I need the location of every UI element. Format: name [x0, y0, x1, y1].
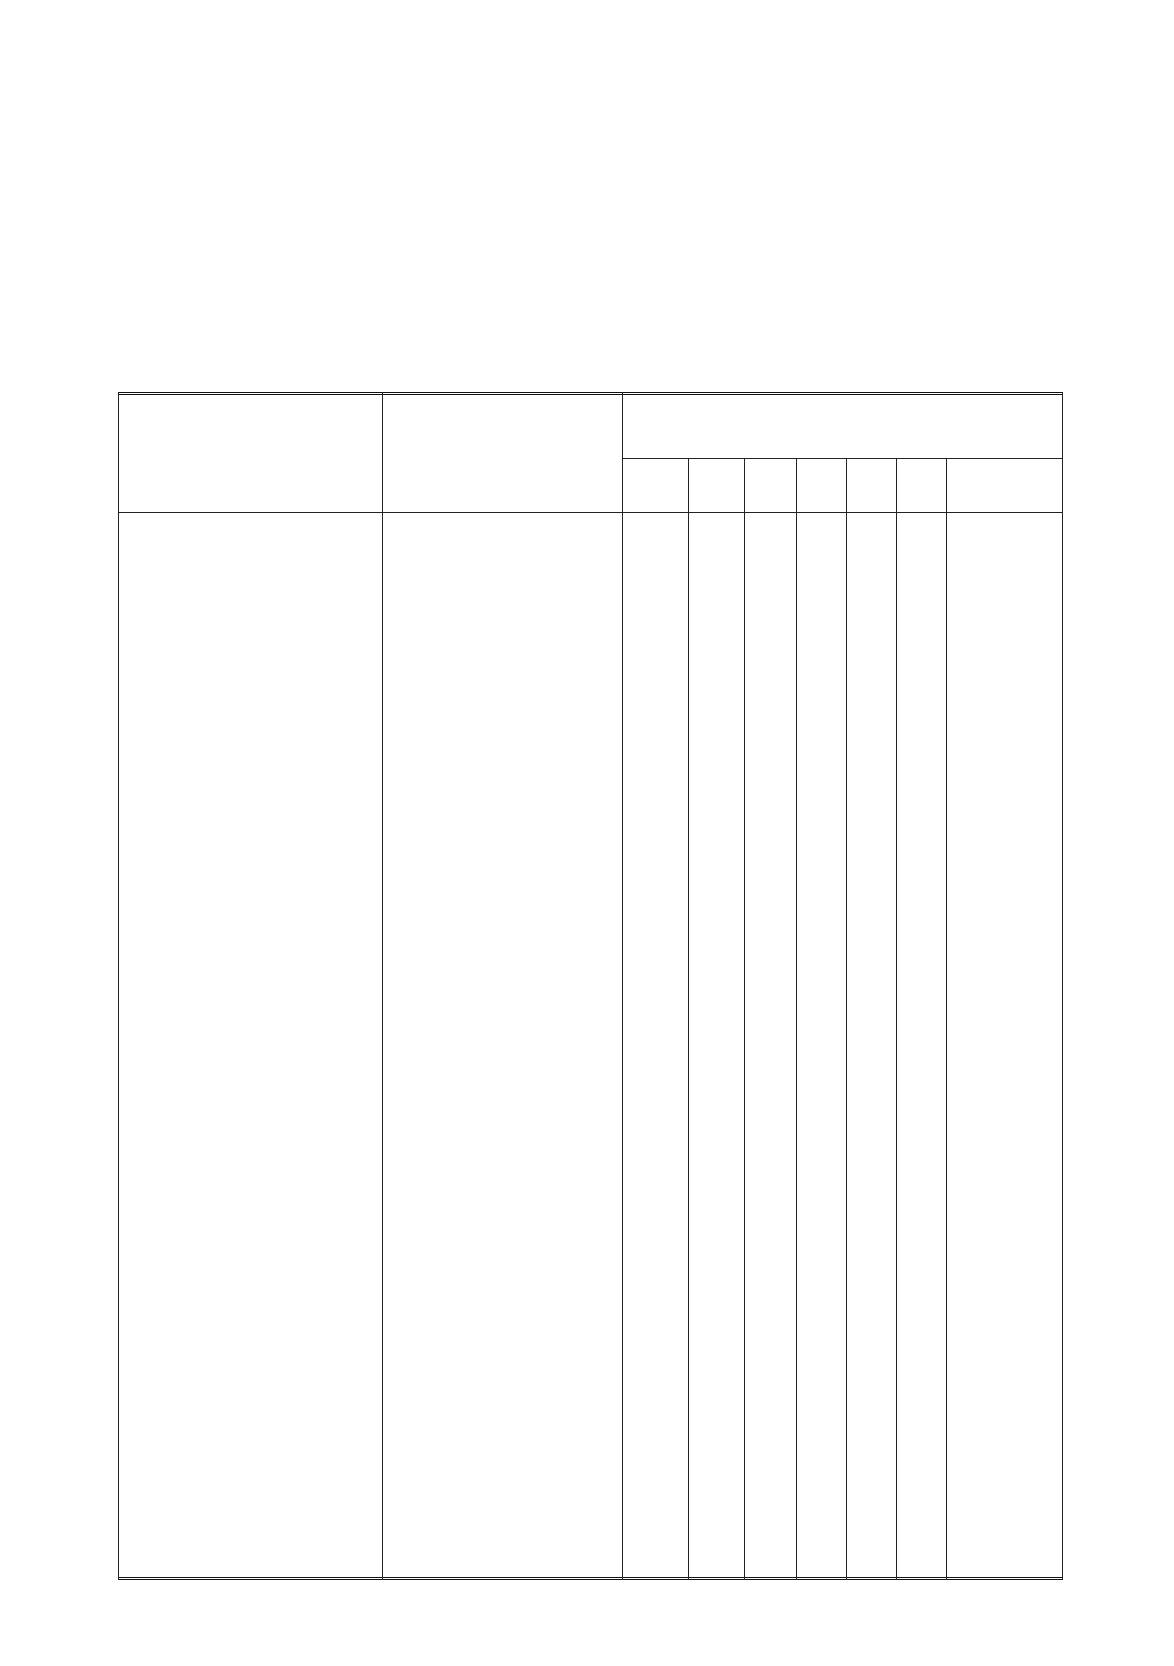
- col-divider: [896, 458, 897, 1580]
- table-right-border: [1062, 392, 1063, 1580]
- table-title-en: [317, 240, 330, 267]
- col-divider: [846, 458, 847, 1580]
- col-divider: [382, 392, 383, 1580]
- col-divider: [744, 458, 745, 1580]
- header-rule: [622, 458, 1062, 459]
- col-divider: [946, 458, 947, 1580]
- table-left-border: [118, 392, 119, 1580]
- col-divider: [688, 458, 689, 1580]
- col-divider: [622, 392, 623, 1580]
- table-frame: [118, 392, 1063, 1580]
- header-rule: [118, 512, 1063, 513]
- col-divider: [796, 458, 797, 1580]
